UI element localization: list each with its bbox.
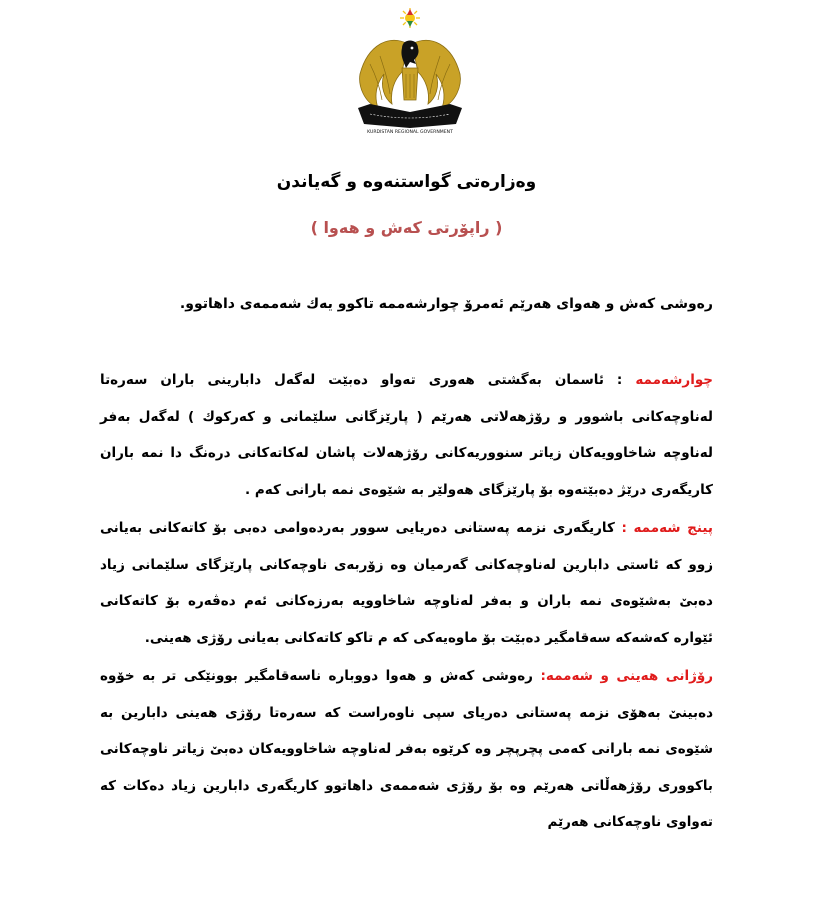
forecast-wednesday [100,362,713,508]
forecast-thursday [100,510,713,656]
day-separator: : [621,520,634,536]
forecast-text: رەوشی كەش و هەوا دووبارە ناسەقامگیر بوونێكی تر بە خۆوە دەبینێ بەهۆی نزمە پەستانی دەریای سپی ناوەراست كە سەرەتا رۆژی هەینی دابارین بە شێوەی نمە بارانی كەمی پچرپچر وە كرێوە بەفر لەناوچە شاخاوویەكان دەبێ زیاتر ناوچەكانی باكووری رۆژهەڵاتی هەرێم وە بۆ رۆژی شەممەی داهاتوو كاریگەری دابارین زیاد دەكات كە تەواوی ناوچەكانی هەرێم [100,668,713,830]
forecast-friday-saturday [100,658,713,841]
forecast-body [100,362,713,843]
forecast-text: ئاسمان بەگشتی هەوری تەواو دەبێت لەگەل دابارینی باران سەرەتا لەناوچەكانی باشوور و رۆژهەلاتی هەرێم ( پارێزگانی سلێمانی و كەركوك ) لەگەل بەفر لەناوچە شاخاوویەكان زیاتر سنووریەكانی رۆژهەلات پاشان لەكاتەكانی درەنگ دا نمە باران كاریگەری درێژ دەبێتەوە بۆ پارێزگای هەولێر بە شێوەی نمە بارانی كەم . [100,372,713,498]
kurdistan-emblem-icon [350,4,470,134]
day-label: چوارشەممە [635,372,714,388]
day-separator: : [616,372,636,388]
day-separator: : [540,668,546,684]
intro-paragraph: رەوشی كەش و هەوای هەرێم ئەمرۆ چوارشەممە تاكوو یەك شەممەی داهاتوو. [179,296,713,312]
day-label: پینج شەممە [633,520,713,536]
report-title: ( راپۆرتی كەش و هەوا ) [310,218,503,237]
logo-caption: KURDISTAN REGIONAL GOVERNMENT [367,130,453,134]
forecast-text: كاریگەری نزمە پەستانی دەریایی سوور بەردەوامی دەبی بۆ كاتەكانی بەیانی زوو كە ئاستی دابارین لەناوچەكانی گەرمیان وە زۆربەی ناوچەكانی پارێزگای سلێمانی زیاد دەبێ بەشێوەی نمە باران و بەفر لەناوچە شاخاوویە بەرزەكانی ئەم دەڤەرە بۆ كاتەكانی ئێوارە كەشەكە سەقامگیر دەبێت بۆ ماوەیەكی كە م تاكو كاتەكانی بەیانی رۆژی هەینی. [100,520,713,646]
day-label: رۆژانی هەینی و شەممە [545,668,713,684]
ministry-title: وەزارەتی گواستنەوە و گەیاندن [276,172,537,192]
government-logo [350,4,470,134]
